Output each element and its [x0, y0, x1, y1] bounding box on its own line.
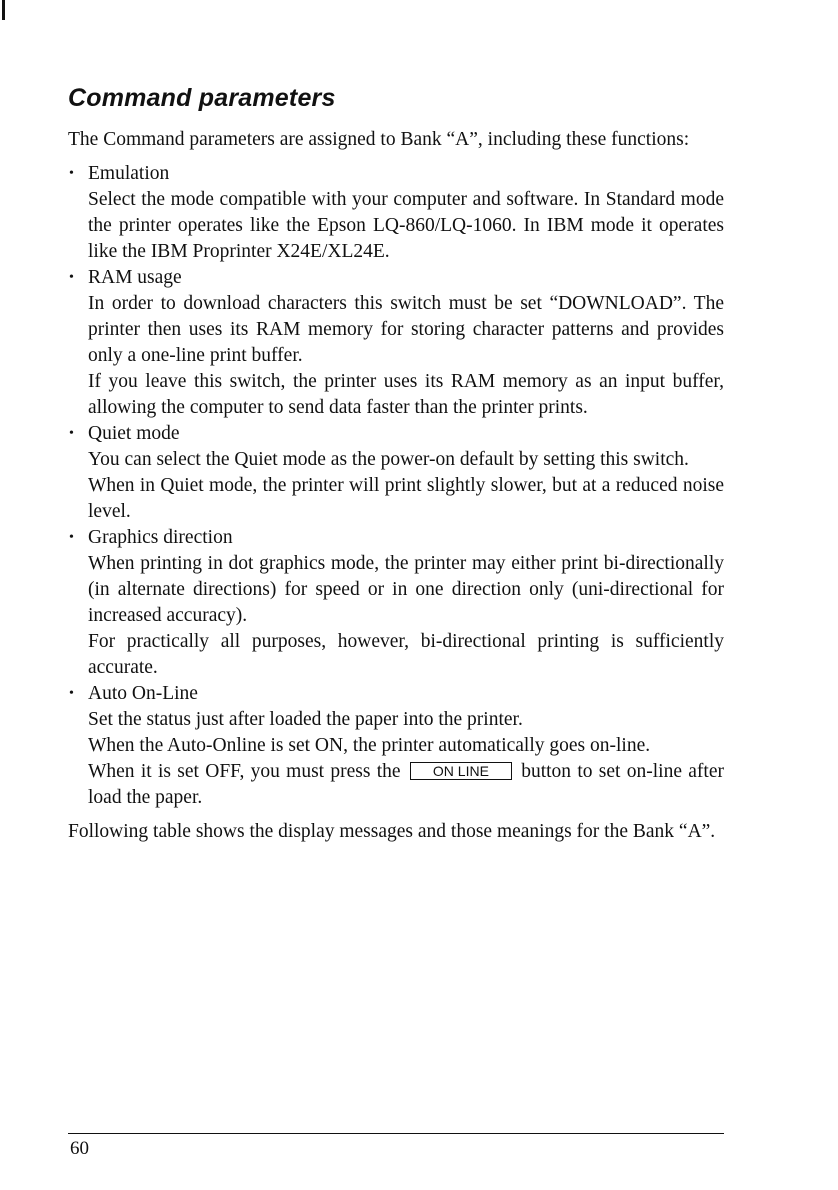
- page-content: [68, 84, 724, 845]
- item-text: You can select the Quiet mode as the power-on default by setting this switch.: [88, 449, 689, 470]
- key-sentence: [88, 759, 724, 811]
- parameter-list: [68, 161, 724, 811]
- bullet-icon: •: [69, 530, 74, 545]
- list-item-auto-online: [68, 681, 724, 811]
- list-item-graphics-direction: [68, 525, 724, 681]
- bullet-icon: •: [69, 686, 74, 701]
- section-heading: Command parameters: [68, 84, 336, 112]
- bullet-icon: •: [69, 270, 74, 285]
- list-item-emulation: [68, 161, 724, 265]
- item-text: Select the mode compatible with your computer and software. In Standard mode the printer operates like the Epson LQ-860/LQ-1060. In IBM mode it operates like the IBM Proprinter X24E/XL24E.: [88, 189, 724, 262]
- list-item-quiet-mode: [68, 421, 724, 525]
- footer-rule: [68, 1133, 724, 1134]
- item-text: When the Auto-Online is set ON, the printer automatically goes on-line.: [88, 735, 651, 756]
- list-item-ram-usage: [68, 265, 724, 421]
- scan-edge-mark: [2, 0, 5, 20]
- closing-paragraph: Following table shows the display messages and those meanings for the Bank “A”.: [68, 821, 716, 842]
- item-text: If you leave this switch, the printer uses its RAM memory as an input buffer, allowing the computer to send data faster than the printer prints.: [88, 371, 724, 418]
- item-text: When printing in dot graphics mode, the printer may either print bi-directionally (in alternate directions) for speed or in one direction only (uni-directional for increased accuracy).: [88, 553, 724, 626]
- item-title: Auto On-Line: [88, 683, 198, 704]
- bullet-icon: •: [69, 426, 74, 441]
- item-title: Graphics direction: [88, 527, 233, 548]
- item-title: Emulation: [88, 163, 170, 184]
- page-number: 60: [70, 1138, 89, 1159]
- item-text: When in Quiet mode, the printer will print slightly slower, but at a reduced noise level.: [88, 475, 724, 522]
- item-title: RAM usage: [88, 267, 182, 288]
- item-title: Quiet mode: [88, 423, 180, 444]
- item-text: For practically all purposes, however, bi-directional printing is sufficiently accurate.: [88, 631, 724, 678]
- item-text: Set the status just after loaded the paper into the printer.: [88, 709, 523, 730]
- bullet-icon: •: [69, 166, 74, 181]
- intro-paragraph: The Command parameters are assigned to Bank “A”, including these functions:: [68, 129, 690, 150]
- item-text: In order to download characters this switch must be set “DOWNLOAD”. The printer then uses its RAM memory for storing character patterns and provides only a one-line print buffer.: [88, 293, 724, 366]
- key-sentence-after: button to set on-line after load the paper.: [88, 761, 724, 808]
- key-sentence-before: When it is set OFF, you must press the: [88, 761, 401, 782]
- online-key-label: ON LINE: [410, 762, 512, 780]
